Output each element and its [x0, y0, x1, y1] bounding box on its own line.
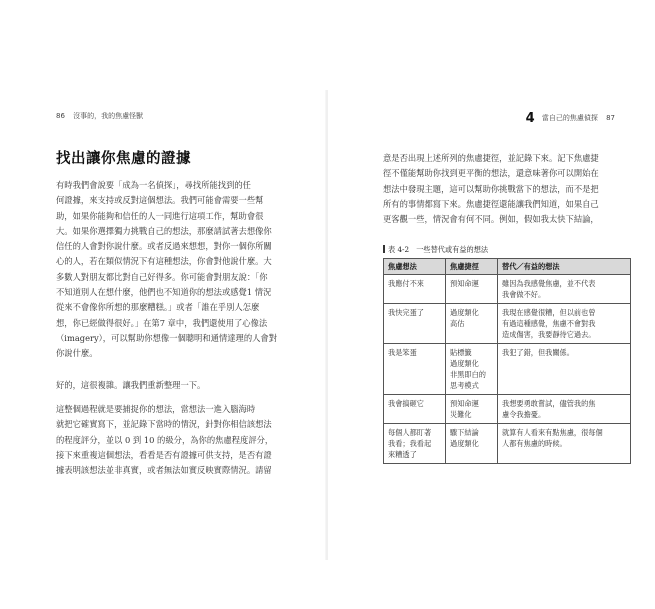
paragraph-line: 心的人，若在類似情況下有這種想法，你會對他說什麼。大 — [56, 256, 272, 267]
paragraph-line: 意是否出現上述所列的焦慮捷徑，並記錄下來。記下焦慮捷 — [383, 153, 599, 163]
left-page — [0, 0, 327, 609]
cell-line: 有過這種感覺，焦慮不會對我 — [502, 319, 596, 328]
table-caption-text: 表 4-2 一些替代或有益的想法 — [388, 245, 489, 254]
shortcut-cell — [446, 395, 498, 424]
right-running-title: 當自己的焦慮偵探 — [541, 114, 598, 122]
alternative-cell — [498, 275, 631, 304]
left-paragraph-2 — [56, 378, 303, 393]
left-paragraph-1 — [56, 178, 303, 362]
paragraph-line: 多數人對朋友都比對自己好得多。你可能會對朋友說：「你 — [56, 271, 268, 282]
cell-line: 我想要勇敢嘗試，儘管我的焦 — [502, 399, 596, 408]
cell-line: 災難化 — [450, 410, 472, 419]
paragraph-line: 你說什麼。 — [56, 348, 98, 359]
alternative-cell — [498, 344, 631, 395]
cell-line: 雖因為我感覺焦慮，並不代表 — [502, 279, 596, 288]
paragraph-line: 想法中發現主題，這可以幫助你挑戰當下的想法，而不是把 — [383, 183, 599, 194]
header-anxious-thought: 焦慮想法 — [384, 259, 446, 275]
cell-line: 我是笨蛋 — [388, 348, 417, 357]
thought-cell — [384, 275, 446, 304]
paragraph-line: 所有的事情都寫下來。焦慮捷徑還能讓我們知道，如果自己 — [383, 198, 599, 209]
alternative-cell — [498, 395, 631, 424]
alternative-cell — [498, 304, 631, 344]
paragraph-line: 接下來重複這個想法，看看是否有證據可供支持，是否有證 — [56, 449, 272, 460]
table-row — [384, 424, 631, 464]
shortcut-cell — [446, 344, 498, 395]
cell-line: 預知命運 — [450, 279, 479, 288]
cell-line: 我會做不好。 — [502, 290, 546, 299]
shortcut-cell — [446, 275, 498, 304]
table-header-row — [384, 259, 631, 275]
paragraph-line: 好的，這很複雜。讓我們重新整理一下。 — [56, 380, 206, 390]
cell-line: 我快完蛋了 — [388, 308, 424, 317]
thought-cell — [384, 304, 446, 344]
cell-line: 非黑即白的 — [450, 370, 486, 379]
left-paragraph-3 — [56, 402, 303, 478]
caption-bar — [383, 245, 385, 253]
cell-line: 慮令我擔憂。 — [502, 410, 546, 419]
paragraph-line: 這整個過程就是要捕捉你的想法，當想法一進入腦海時 — [56, 404, 256, 414]
paragraph-line: 何證據，來支持或反對這個想法。我們可能會需要一些幫 — [56, 195, 264, 206]
cell-line: 預知命運 — [450, 399, 479, 408]
chapter-number: 4 — [525, 111, 535, 126]
cell-line: 來糟透了 — [388, 450, 417, 459]
left-running-head — [56, 111, 143, 121]
paragraph-line: 有時我們會說要「成為一名偵探」，尋找所能找到的任 — [56, 180, 251, 190]
cell-line: 過度類化 — [450, 359, 479, 368]
cell-line: 每個人都盯著 — [388, 428, 432, 437]
cell-line: 貼標籤 — [450, 348, 472, 357]
paragraph-line: 信任的人會對你說什麼。或者反過來想想，對你一個你所關 — [56, 241, 272, 252]
paragraph-line: 據表明該想法並非真實，或者無法如實反映實際情況。請留 — [56, 465, 272, 476]
thought-cell — [384, 344, 446, 395]
paragraph-line: 的程度評分，並以 0 到 10 的級分，為你的焦慮程度評分， — [56, 434, 274, 445]
table-row — [384, 304, 631, 344]
right-page-number: 87 — [606, 114, 615, 122]
cell-line: 我會搞砸它 — [388, 399, 424, 408]
paragraph-line: 大。如果你選擇獨力挑戰自己的想法，那麼請試著去想像你 — [56, 225, 272, 236]
cell-line: 過度類化 — [450, 308, 479, 317]
header-anxiety-shortcut: 焦慮捷徑 — [446, 259, 498, 275]
cell-line: 我看；我看起 — [388, 439, 432, 448]
table-row — [384, 275, 631, 304]
table-row — [384, 395, 631, 424]
alternative-cell — [498, 424, 631, 464]
cell-line: 高估 — [450, 319, 465, 328]
header-alternative-thought: 替代／有益的想法 — [498, 259, 631, 275]
table-row — [384, 344, 631, 395]
table-caption — [383, 245, 488, 255]
paragraph-line: （imagery），可以幫助你想像一個聰明和通情達理的人會對 — [56, 332, 278, 343]
left-page-number: 86 — [56, 112, 65, 120]
cell-line: 我應付不來 — [388, 279, 424, 288]
alternative-thoughts-table — [383, 258, 631, 464]
cell-line: 思考模式 — [450, 381, 479, 390]
paragraph-line: 從來不會像你所想的那麼糟糕。」或者「誰在乎別人怎麼 — [56, 302, 260, 313]
paragraph-line: 想，你已經做得很好。」在第7 章中，我們還使用了心像法 — [56, 317, 268, 328]
paragraph-line: 就把它確實寫下，並記錄下當時的情況，針對你相信該想法 — [56, 419, 272, 430]
right-running-head — [526, 111, 615, 126]
cell-line: 人都有焦慮的時候。 — [502, 439, 567, 448]
thought-cell — [384, 395, 446, 424]
thought-cell — [384, 424, 446, 464]
cell-line: 造成傷害，我要靜待它過去。 — [502, 330, 596, 339]
paragraph-line: 不知道別人在想什麼，他們也不知道你的想法或感覺1 情況 — [56, 287, 272, 298]
paragraph-line: 徑不僅能幫助你找到更平衡的想法，還意味著你可以開始在 — [383, 168, 599, 179]
cell-line: 就算有人看來有點焦慮，很每個 — [502, 428, 603, 437]
cell-line: 過度類化 — [450, 439, 479, 448]
right-paragraph — [383, 151, 631, 227]
section-title: 找出讓你焦慮的證據 — [56, 151, 191, 167]
paragraph-line: 助，如果你能夠和信任的人一同進行這項工作，幫助會很 — [56, 210, 264, 221]
left-running-title: 沒事的，我的焦慮怪獸 — [73, 112, 144, 120]
cell-line: 我現在感覺很糟，但以前也曾 — [502, 308, 596, 317]
shortcut-cell — [446, 304, 498, 344]
shortcut-cell — [446, 424, 498, 464]
cell-line: 驟下結論 — [450, 428, 479, 437]
cell-line: 我犯了錯，但我關係。 — [502, 348, 574, 357]
paragraph-line: 更客觀一些，情況會有何不同。例如，假如我太快下結論， — [383, 214, 599, 225]
